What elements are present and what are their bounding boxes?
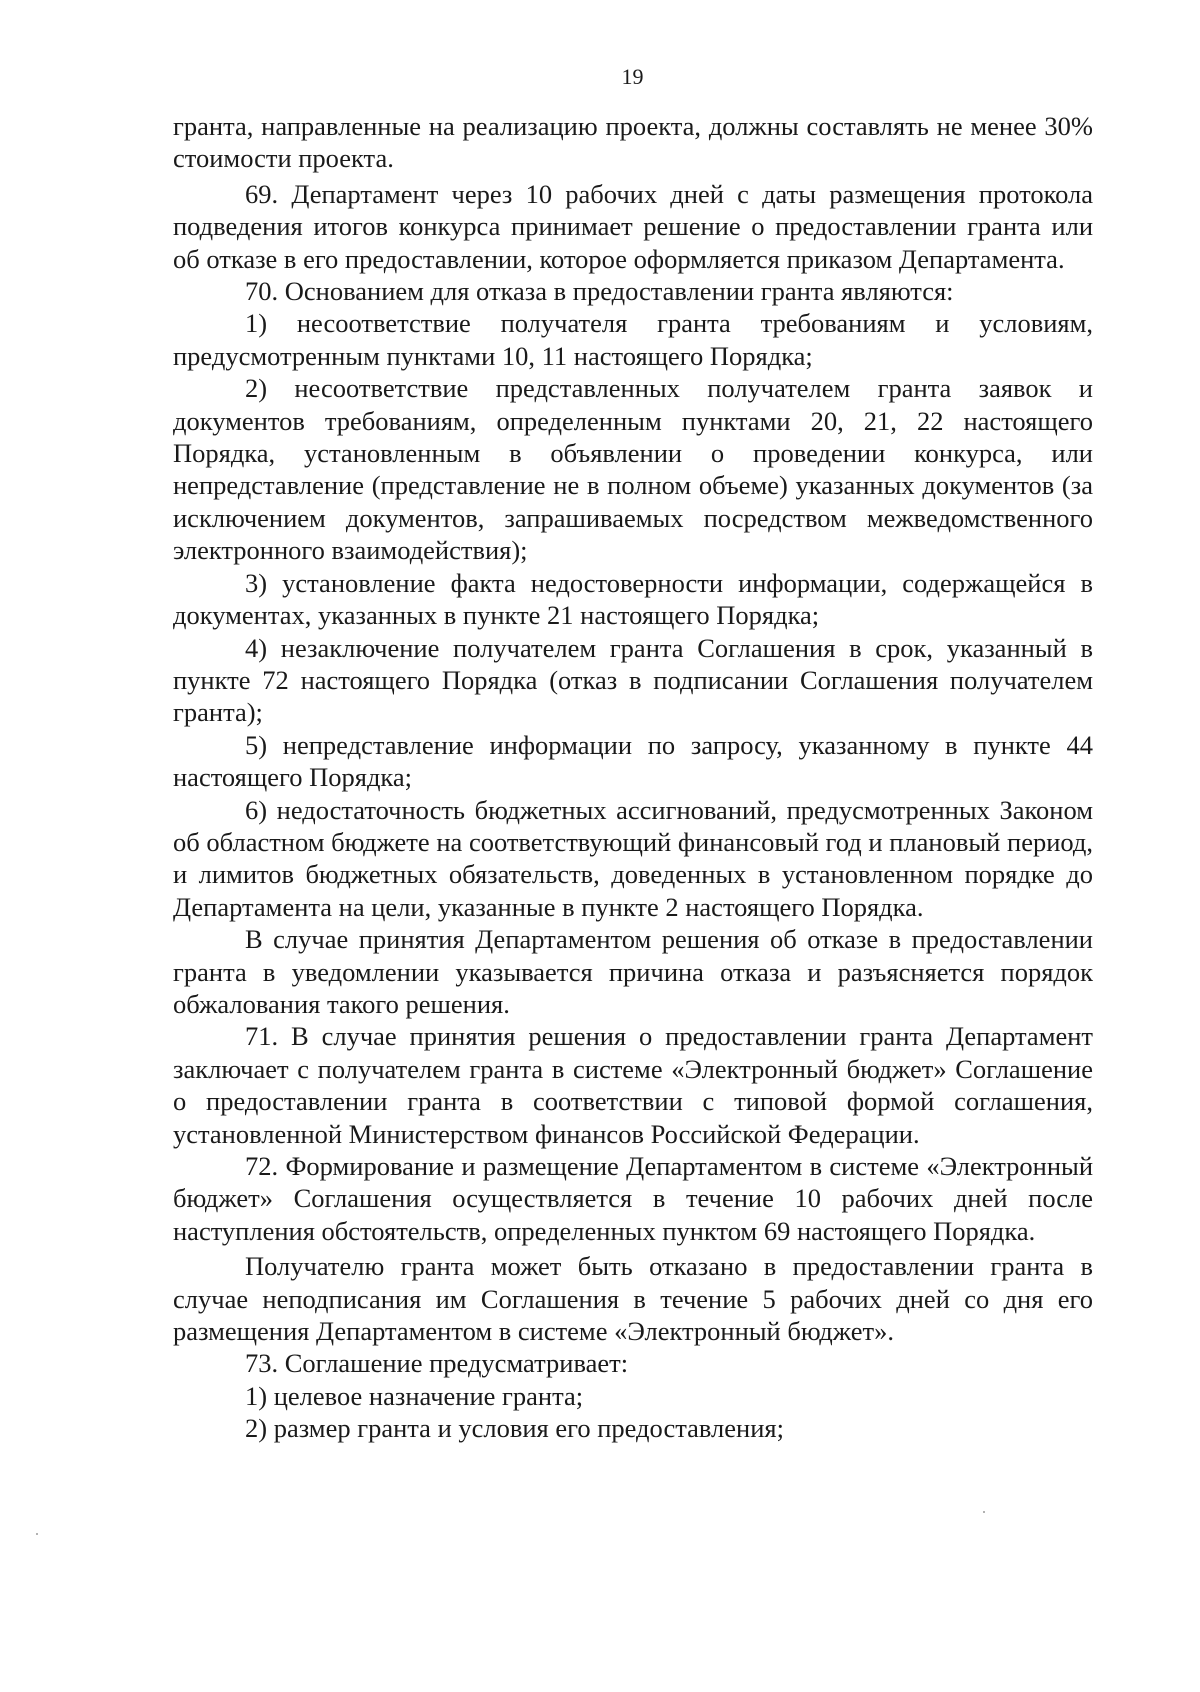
paragraph-item-70-2: 2) несоответствие представленных получателем гранта заявок и документов требованиям, определенным пунктами 20, 21, 22 настоящего Порядка, установленным в объявлении о проведении конкурса, или непредставление (представление не в полном объеме) указанных документов (за исключением документов, запрашиваемых посредством межведомственного электронного взаимодействия); [173,373,1093,566]
page-number: 19 [621,64,644,89]
paragraph-item-73-1: 1) целевое назначение гранта; [245,1380,584,1411]
paragraph-refusal-unsigned: Получателю гранта может быть отказано в предоставлении гранта в случае неподписания им Соглашения в течение 5 рабочих дней со дня его размещения Департаментом в системе «Электронный бюджет». [173,1251,1093,1347]
paragraph-item-72: 72. Формирование и размещение Департаментом в системе «Электронный бюджет» Соглашения осуществляется в течение 10 рабочих дней после наступления обстоятельств, определенных пунктом 69 настоящего Порядка. [173,1151,1093,1246]
paragraph-item-70-4: 4) незаключение получателем гранта Соглашения в срок, указанный в пункте 72 настоящего Порядка (отказ в подписании Соглашения получателем гранта); [173,632,1093,728]
document-body [173,110,1093,1445]
paragraph-item-71: 71. В случае принятия решения о предоставлении гранта Департамент заключает с получателем гранта в системе «Электронный бюджет» Соглашение о предоставлении гранта в соответствии с типовой формой соглашения, установленной Министерством финансов Российской Федерации. [173,1021,1093,1149]
paragraph-item-70-5: 5) непредставление информации по запросу, указанному в пункте 44 настоящего Порядка; [173,729,1093,793]
paragraph-continuation: гранта, направленные на реализацию проекта, должны составлять не менее 30% стоимости проекта. [173,111,1093,174]
scan-speck [983,1511,985,1513]
scan-speck [36,1533,38,1535]
paragraph-refusal-notice: В случае принятия Департаментом решения об отказе в предоставлении гранта в уведомлении указывается причина отказа и разъясняется порядок обжалования такого решения. [173,924,1093,1019]
paragraph-item-70-6: 6) недостаточность бюджетных ассигнований, предусмотренных Законом об областном бюджете на соответствующий финансовый год и плановый период, и лимитов бюджетных обязательств, доведенных в установленном порядке до Департамента на цели, указанные в пункте 2 настоящего Порядка. [173,794,1093,922]
paragraph-item-70-3: 3) установление факта недостоверности информации, содержащейся в документах, указанных в пункте 21 настоящего Порядка; [173,567,1093,631]
paragraph-item-73-2: 2) размер гранта и условия его предоставления; [245,1413,784,1444]
paragraph-item-69: 69. Департамент через 10 рабочих дней с даты размещения протокола подведения итогов конкурса принимает решение о предоставлении гранта или об отказе в его предоставлении, которое оформляется приказом Департамента. [173,178,1093,274]
paragraph-item-73: 73. Соглашение предусматривает: [245,1348,629,1379]
paragraph-item-70: 70. Основанием для отказа в предоставлении гранта являются: [245,276,954,307]
paragraph-item-70-1: 1) несоответствие получателя гранта требованиям и условиям, предусмотренным пунктами 10, 11 настоящего Порядка; [173,308,1093,371]
